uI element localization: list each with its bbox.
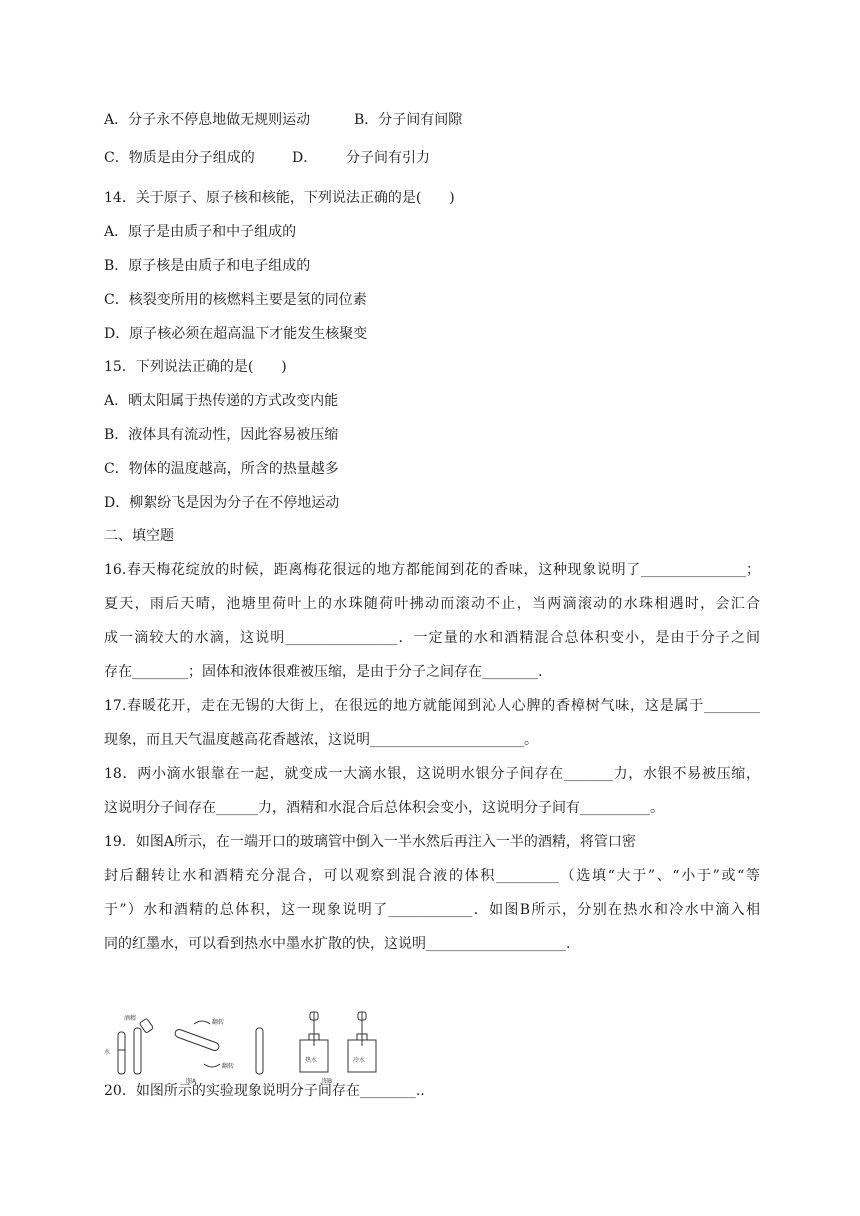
q13-option-a: A．分子永不停息地做无规则运动 bbox=[104, 112, 311, 128]
q18-line-2: 这说明分子间存在______力，酒精和水混合后总体积会变小，这说明分子间有__________。 bbox=[104, 800, 664, 816]
caption-figure-a: 图A bbox=[186, 1078, 197, 1085]
label-alcohol: 酒精 bbox=[124, 1015, 137, 1022]
q15-option-a: A．晒太阳属于热传递的方式改变内能 bbox=[104, 393, 339, 409]
q16-line-3: 成一滴较大的水滴，这说明________________．一定量的水和酒精混合总体积变小，是由于分子之间 bbox=[104, 630, 760, 646]
label-cold-water: 冷水 bbox=[353, 1057, 366, 1064]
q13-option-b: B．分子间有间隙 bbox=[354, 112, 463, 128]
caption-figure-b: 图B bbox=[322, 1078, 333, 1085]
test-tube-2 bbox=[134, 1028, 141, 1074]
label-flip-top: 翻转 bbox=[212, 1019, 225, 1026]
label-water: 水 bbox=[104, 1049, 111, 1056]
q19-line-3: 于”）水和酒精的总体积，这一现象说明了____________．如图B所示，分别在热水和冷水中滴入相 bbox=[104, 902, 760, 918]
experiment-figure bbox=[104, 1010, 424, 1088]
q19-line-4: 同的红墨水，可以看到热水中墨水扩散的快，这说明____________________. bbox=[104, 936, 571, 952]
q19-line-2: 封后翻转让水和酒精充分混合，可以观察到混合液的体积_________（选填“大于”、“小于”或“等 bbox=[104, 868, 760, 884]
q13-option-d: D． bbox=[292, 150, 318, 166]
test-tube-1 bbox=[118, 1032, 125, 1074]
q15-option-d: D．柳絮纷飞是因为分子在不停地运动 bbox=[104, 495, 340, 511]
q16-line-1: 16.春天梅花绽放的时候，距离梅花很远的地方都能闻到花的香味，这种现象说明了_______________； bbox=[104, 562, 760, 578]
q16-line-4: 存在________；固体和液体很难被压缩，是由于分子之间存在________. bbox=[104, 664, 543, 680]
q17-line-2: 现象，而且天气温度越高花香越浓，这说明______________________。 bbox=[104, 732, 538, 748]
q13-option-d-text: 分子间有引力 bbox=[346, 150, 430, 166]
label-flip-bottom: 翻转 bbox=[222, 1063, 235, 1070]
flip-arrow-bottom bbox=[204, 1064, 220, 1067]
q14-stem: 14．关于原子、原子核和核能，下列说法正确的是( ) bbox=[104, 190, 455, 206]
q14-option-a: A．原子是由质子和中子组成的 bbox=[104, 224, 297, 240]
q13-option-c: C．物质是由分子组成的 bbox=[104, 150, 255, 166]
q14-option-c: C．核裂变所用的核燃料主要是氢的同位素 bbox=[104, 292, 367, 308]
q14-option-d: D．原子核必须在超高温下才能发生核聚变 bbox=[104, 326, 368, 342]
q16-line-2: 夏天，雨后天晴，池塘里荷叶上的水珠随荷叶拂动而滚动不止，当两滴滚动的水珠相遇时，会汇合 bbox=[104, 596, 760, 612]
test-tube-4 bbox=[256, 1028, 263, 1074]
figure-a bbox=[104, 1014, 263, 1085]
test-tube-3-flipping bbox=[174, 1028, 220, 1051]
section-heading-fill-blank: 二、填空题 bbox=[104, 528, 174, 544]
q14-option-b: B．原子核是由质子和电子组成的 bbox=[104, 258, 311, 274]
label-hot-water: 热水 bbox=[305, 1057, 318, 1064]
q15-option-b: B．液体具有流动性，因此容易被压缩 bbox=[104, 427, 339, 443]
q15-option-c: C．物体的温度越高，所含的热量越多 bbox=[104, 461, 339, 477]
q20-stem: 20．如图所示的实验现象说明分子间存在________.. bbox=[104, 1083, 425, 1099]
figure-b bbox=[300, 1012, 376, 1085]
q17-line-1: 17.春暖花开，走在无锡的大街上，在很远的地方就能闻到沁人心脾的香樟树气味，这是属于________ bbox=[104, 698, 760, 714]
q18-line-1: 18．两小滴水银靠在一起，就变成一大滴水银，这说明水银分子间存在_______力，水银不易被压缩， bbox=[104, 766, 760, 782]
q19-line-1: 19．如图A所示，在一端开口的玻璃管中倒入一半水然后再注入一半的酒精，将管口密 bbox=[104, 834, 636, 850]
q15-stem: 15．下列说法正确的是( ) bbox=[104, 359, 287, 375]
flip-arrow-top bbox=[194, 1021, 210, 1024]
